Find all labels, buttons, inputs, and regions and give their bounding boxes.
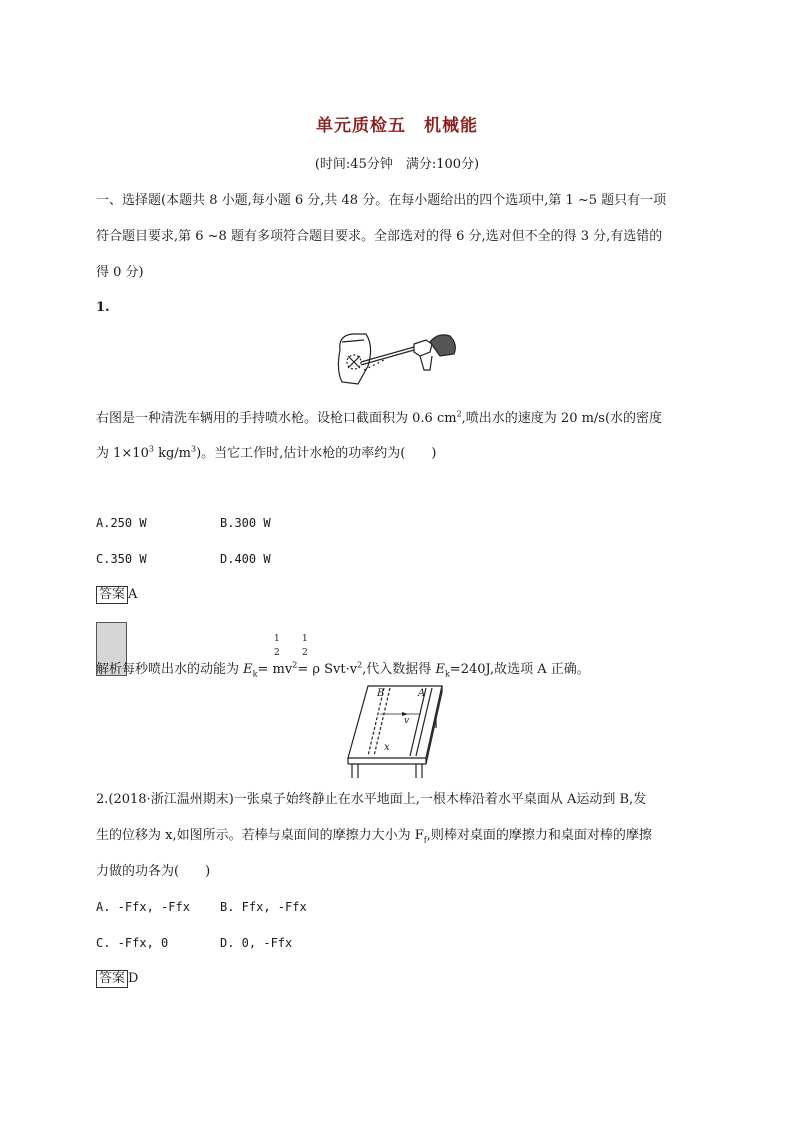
section-intro-line3: 得 0 分)	[96, 265, 144, 280]
question-1-text-line1: 右图是一种清洗车辆用的手持喷水枪。设枪口截面积为 0.6 $cm^2$,喷出水的速度为 20 m/s(水的密度	[96, 409, 663, 426]
question-2-option-b[interactable]: B. Ffx, -Ffx	[220, 900, 307, 914]
question-1-text-line2: 为 $1\times 10^3$ $kg/m^3$)。当它工作时,估计水枪的功率约为( )	[96, 444, 437, 461]
answer-value: A	[128, 587, 138, 602]
section-intro-line1: 一、选择题(本题共 8 小题,每小题 6 分,共 48 分。在每小题给出的四个选项中,第 1 ~5 题只有一项	[96, 193, 667, 208]
question-2-option-c[interactable]: C. -Ffx, 0	[96, 936, 169, 950]
figure-label-x: x	[384, 742, 390, 753]
table-rod-figure	[346, 684, 448, 780]
figure-label-v: v	[404, 716, 410, 726]
figure-label-b: B	[377, 688, 385, 699]
analysis-label: 解析	[96, 662, 123, 677]
question-1-analysis: 解析每秒喷出水的动能为 $E_k= mv^2= \rho$ $Svt\cdot v^2$,代入数据得 $E_k=240J$,故选项 A 正确。	[96, 660, 590, 679]
answer-value: D	[128, 971, 139, 986]
fraction-1-denominator: 2	[274, 648, 280, 658]
figure-label-a: A	[418, 688, 426, 699]
fraction-2-numerator: 1	[302, 634, 308, 644]
question-2-text-line2: 生的位移为 x,如图所示。若棒与桌面间的摩擦力大小为 $F_f$,则棒对桌面的摩擦力和桌面对棒的摩擦	[96, 828, 652, 845]
question-2-answer	[96, 970, 138, 988]
question-2-option-a[interactable]: A. -Ffx, -Ffx	[96, 900, 190, 914]
section-intro-line2: 符合题目要求,第 6 ~8 题有多项符合题目要求。全部选对的得 6 分,选对但不全的得 3 分,有选错的	[96, 229, 663, 244]
question-1-option-d[interactable]: D.400 W	[220, 552, 271, 566]
question-1-option-a[interactable]: A.250 W	[96, 516, 147, 530]
answer-label: 答案	[96, 586, 128, 604]
question-2-text-line1: 2.(2018·浙江温州期末)一张桌子始终静止在水平地面上,一根木棒沿着水平桌面从 A运动到 B,发	[96, 792, 647, 807]
water-gun-figure	[334, 330, 462, 386]
question-1-option-c[interactable]: C.350 W	[96, 552, 147, 566]
question-2-text-line3: 力做的功各为( )	[96, 864, 211, 879]
question-1-option-b[interactable]: B.300 W	[220, 516, 271, 530]
question-2-option-d[interactable]: D. 0, -Ffx	[220, 936, 293, 950]
page-subtitle: (时间:45分钟 满分:100分)	[314, 157, 480, 172]
question-1-answer	[96, 586, 137, 604]
fraction-2-denominator: 2	[302, 648, 308, 658]
answer-label: 答案	[96, 970, 128, 988]
page-title: 单元质检五 机械能	[316, 116, 478, 136]
fraction-1-numerator: 1	[274, 634, 280, 644]
question-1-number: 1.	[96, 300, 110, 315]
